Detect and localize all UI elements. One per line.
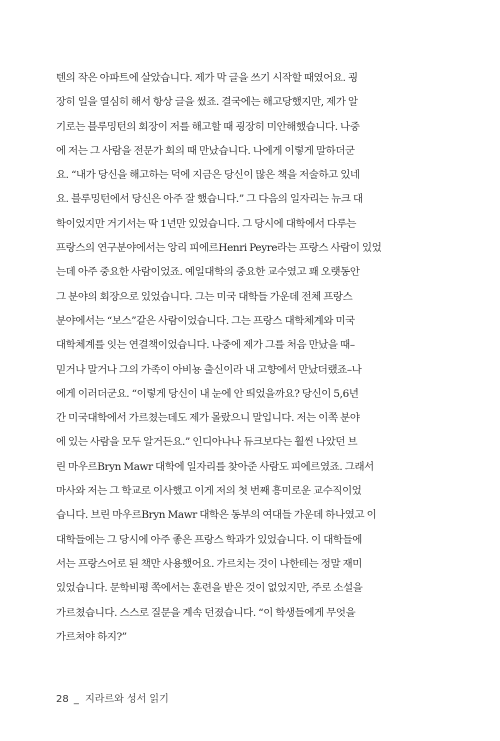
text-line: 그 분야의 회장으로 있었습니다. 그는 미국 대학들 가운데 전체 프랑스 xyxy=(56,290,353,303)
text-line: 기로는 블루밍턴의 회장이 저를 해고할 때 굉장히 미안해했습니다. 나중 xyxy=(56,120,360,133)
text-line: 대학들에는 그 당시에 아주 좋은 프랑스 학과가 있었습니다. 이 대학들에 xyxy=(56,533,362,546)
body-text xyxy=(56,66,446,649)
text-line: 마사와 저는 그 학교로 이사했고 이게 저의 첫 번째 흥미로운 교수직이었 xyxy=(56,485,362,498)
text-line: 프랑스의 연구분야에서는 앙리 피에르Henri Peyre라는 프랑스 사람이 있었 xyxy=(56,242,382,255)
page-footer xyxy=(56,690,169,705)
text-line: 요. “내가 당신을 해고하는 덕에 지금은 당신이 많은 책을 저술하고 있네 xyxy=(56,169,360,182)
text-line: 텐의 작은 아파트에 살았습니다. 제가 막 글을 쓰기 시작할 때였어요. 굉 xyxy=(56,72,358,84)
footer-separator: _ xyxy=(73,694,79,705)
text-line: 믿거나 말거나 그의 가족이 아비뇽 출신이라 내 고향에서 만났더랬죠–나 xyxy=(56,363,362,376)
text-line: 있었습니다. 문학비평 쪽에서는 훈련을 받은 것이 없었지만, 주로 소설을 xyxy=(56,582,363,595)
text-line: 장히 일을 열심히 해서 항상 글을 썼죠. 결국에는 해고당했지만, 제가 알 xyxy=(56,96,358,109)
page-number: 28 xyxy=(56,694,69,705)
text-line: 학이었지만 거기서는 딱 1년만 있었습니다. 그 당시에 대학에서 다루는 xyxy=(56,217,357,230)
text-line: 간 미국대학에서 가르쳤는데도 제가 몰랐으니 말입니다. 저는 이쪽 분야 xyxy=(56,412,360,425)
text-line: 대학체계를 잇는 연결책이었습니다. 나중에 제가 그를 처음 만났을 때– xyxy=(56,339,355,352)
text-line: 습니다. 브린 마우르Bryn Mawr 대학은 동부의 여대들 가운데 하나였고 이 xyxy=(56,509,377,522)
text-line: 린 마우르Bryn Mawr 대학에 일자리를 찾아준 사람도 피에르였죠. 그래서 xyxy=(56,460,374,473)
text-line: 요. 블루밍턴에서 당신은 아주 잘 했습니다.” 그 다음의 일자리는 뉴크 대 xyxy=(56,193,363,206)
text-line: 분야에서는 “보스”같은 사람이었습니다. 그는 프랑스 대학체계와 미국 xyxy=(56,314,355,327)
text-line: 가르쳤습니다. 스스로 질문을 계속 던졌습니다. “이 학생들에게 무엇을 xyxy=(56,606,356,619)
text-line: 에 저는 그 사람을 전문가 회의 때 만났습니다. 나에게 이렇게 말하더군 xyxy=(56,144,355,157)
text-line: 서는 프랑스어로 된 책만 사용했어요. 가르치는 것이 나한테는 정말 재미 xyxy=(56,557,362,570)
text-line: 에게 이러더군요. “이렇게 당신이 내 눈에 안 띄었을까요? 당신이 5,6년 xyxy=(56,387,359,400)
text-line: 는데 아주 중요한 사람이었죠. 예일대학의 중요한 교수였고 꽤 오랫동안 xyxy=(56,266,360,279)
text-line: 가르쳐야 하지?” xyxy=(56,630,127,643)
running-title: 지라르와 성서 읽기 xyxy=(85,694,169,705)
text-line: 에 있는 사람을 모두 알거든요.” 인디아나나 듀크보다는 훨씬 나았던 브 xyxy=(56,436,358,449)
